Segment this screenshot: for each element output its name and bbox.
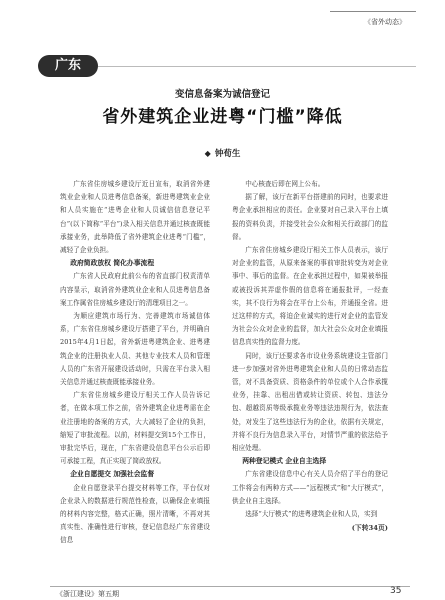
paragraph: 广东省住房城乡建设厅相关工作人员表示，该厅对企业的监管，从原来备案的事前审批转变为对企业事中、事后的监督。在企业承担过程中，如果被举报或被投诉其弄虚作假的信息将在通报批评，一经查实，其不良行为将会在平台上公布，并通报全省。进过这样的方式，将迫企业诚实的进行对企业的监管发为社会公众对企业的监督，加大社会公众对企业填报信息真实性的监督力度。 bbox=[232, 246, 388, 347]
article-column-right bbox=[232, 178, 388, 535]
diamond-icon: ◆ bbox=[204, 148, 211, 158]
article-column-left bbox=[60, 178, 210, 548]
author-name: 钟荀生 bbox=[214, 149, 241, 159]
badge-divider bbox=[98, 66, 416, 67]
paragraph: 企业自愿登录平台提交材料等工作，平台仅对企业录入的数据进行规范性检查，以确保企业填报的材料内容完整，格式正确，照片清晰，不再对其真实性、准确性进行审核，登记信息经广东省建设信息 bbox=[60, 483, 210, 545]
article-headline: 省外建筑企业进粤“门槛”降低 bbox=[102, 107, 343, 127]
journal-name: 《浙江建设》第五期 bbox=[56, 590, 119, 598]
paragraph: 选择“大厅模式”的进粤建筑企业和人员，实到 bbox=[245, 510, 378, 519]
article-byline bbox=[0, 147, 445, 159]
section-tag: 《省外动态》 bbox=[364, 18, 406, 26]
paragraph: 广东省住房城乡建设厅相关工作人员告诉记者，在做本项工作之前，省外建筑企业进粤需在企业注册地的备案的方式，大大减轻了企业的负担，缩短了审批流程。以前，材料提交到15个工作日，审批完毕后，现在，广东省建设信息平台公示后即可承接工程，真正实现了简政放权。 bbox=[60, 391, 210, 466]
paragraph: 同时，该厅还要求各市设业务系统建设主管部门进一步加强对省外进粤建筑企业和人员的日常动态监管，对不具备资质、资格条件的单位或个人合作承揽业务，挂靠、出租出借或转让资质、转包、违法分包、超越资质等级承揽业务等违法违规行为，依法查处，对发生了这些违法行为的企业，依据有关规定，并将不良行为信息录入平台，对情节严重的依法给予相应处理。 bbox=[232, 351, 388, 453]
paragraph: 广东省人民政府此前公布的省直部门权责清单内容显示，取消省外建筑业企业和人员进粤信息备案工作属省住房城乡建设厅的清理项目之一。 bbox=[60, 272, 210, 307]
subheading: 政府简政放权 简化办事流程 bbox=[70, 259, 155, 268]
paragraph: 广东省住房城乡建设厅近日宣布，取消省外建筑业企业和人员进粤信息备案，新进粤建筑业企业和人员实施在“进粤企业和人员诚信信息登记平台”(以下简称“平台”)录入相关信息并通过核查既能承接业务，此举降低了省外建筑企业进粤“门槛”，减轻了企业负担。 bbox=[60, 180, 210, 255]
top-rule bbox=[330, 11, 416, 12]
subheading: 两种登记模式 企业自主选择 bbox=[242, 457, 327, 466]
subheading: 企业自愿提交 加强社会监督 bbox=[70, 470, 155, 479]
paragraph: 广东省建设信息中心有关人员介绍了平台的登记工作将会有两种方式——“远程模式”和“大厅模式”，供企业自主选择。 bbox=[232, 470, 388, 505]
article-kicker: 变信息备案为诚信登记 bbox=[174, 89, 270, 100]
paragraph: 中心核查后即在网上公布。 bbox=[245, 180, 325, 188]
paragraph: 据了解，该厅在新平台搭建前的同时，也要求进粤企业承担相应的责任。企业要对自己录入平台上填报的资料负责，并接受社会公众和相关行政部门的监督。 bbox=[232, 193, 388, 241]
province-badge: 广东 bbox=[38, 55, 98, 77]
page-number: 35 bbox=[390, 586, 402, 596]
paragraph: 为顺应建筑市场行为、完善建筑市场诚信体系，广东省住房城乡建设厅搭建了平台，并明确自2015年4月1日起，省外新进粤建筑企业、进粤建筑企业的注册执业人员、其他专业技术人员和管理人员的广东省开展建设活动时，只需在平台录入相关信息并通过核查既能承接业务。 bbox=[60, 312, 210, 387]
footer-rule bbox=[50, 586, 410, 587]
section-tag-label: 省外动态 bbox=[371, 18, 399, 26]
continued-note: (下转34页) bbox=[351, 524, 388, 533]
